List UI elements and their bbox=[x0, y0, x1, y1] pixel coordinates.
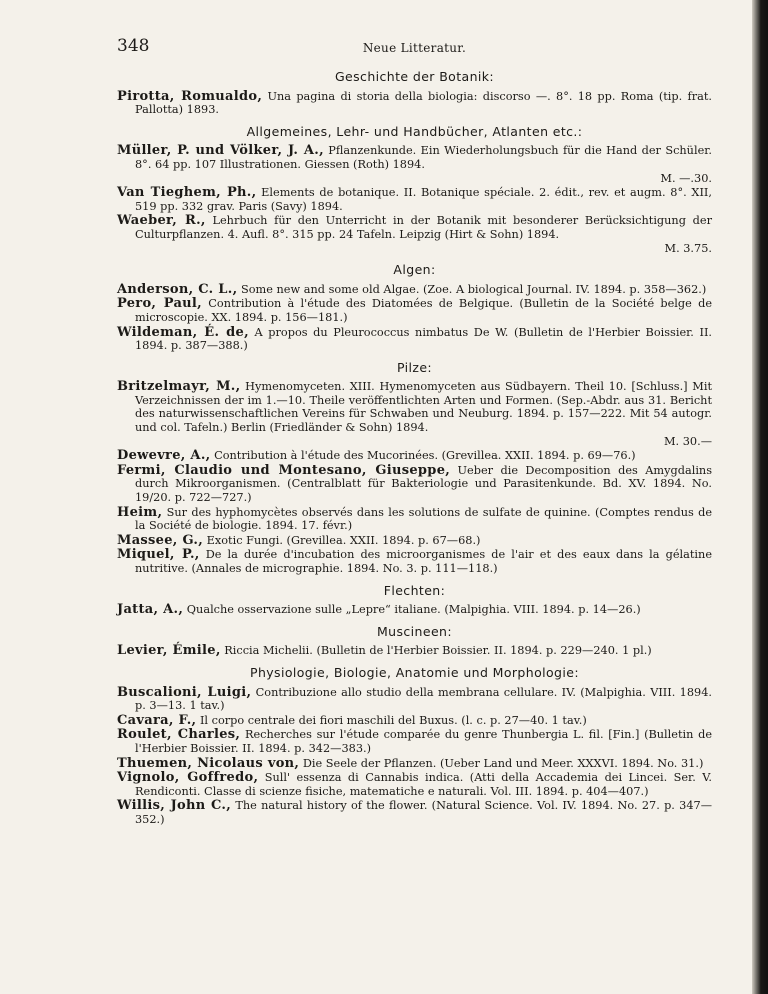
entry-text: A propos du Pleurococcus nimbatus De W. (Bulletin de l'Herbier Boissier. II. 1894. p. 387—388.) bbox=[135, 325, 712, 353]
entry-text: Sur des hyphomycètes observés dans les solutions de sulfate de quinine. (Comptes rendus de la Société de biologie. 1894. 17. févr.) bbox=[135, 505, 713, 533]
page-number: 348 bbox=[117, 36, 150, 56]
bibliography-entry bbox=[117, 686, 712, 713]
entry-author: Buscalioni, Luigi, bbox=[117, 684, 252, 700]
bibliography-entry bbox=[117, 534, 712, 548]
bibliography-entry bbox=[117, 603, 712, 617]
entry-author: Pero, Paul, bbox=[117, 296, 202, 312]
entry-author: Anderson, C. L., bbox=[117, 281, 238, 297]
entry-author: Massee, G., bbox=[117, 532, 204, 548]
entry-price: M. 3.75. bbox=[664, 241, 712, 255]
entry-author: Van Tieghem, Ph., bbox=[117, 185, 257, 201]
entry-author: Heim, bbox=[117, 504, 163, 520]
bibliography-entry bbox=[117, 771, 712, 798]
book-page bbox=[117, 36, 713, 828]
section-heading: Allgemeines, Lehr- und Handbücher, Atlanten etc.: bbox=[246, 123, 583, 139]
entry-author: Willis, John C., bbox=[117, 798, 232, 814]
bibliography-entry bbox=[117, 449, 712, 463]
bibliography-entry bbox=[117, 90, 712, 117]
bibliography-entry bbox=[117, 214, 712, 255]
bibliography-entry bbox=[117, 297, 712, 324]
section-heading: Muscineen: bbox=[376, 623, 452, 639]
bibliography-entry bbox=[117, 728, 712, 755]
entry-text: Pflanzenkunde. Ein Wiederholungsbuch für die Hand der Schüler. 8°. 64 pp. 107 Illustrationen. Giessen (Roth) 1894. bbox=[135, 144, 713, 171]
entry-price: M. —.30. bbox=[660, 171, 712, 185]
bibliography-entry bbox=[117, 380, 712, 448]
entry-author: Pirotta, Romualdo, bbox=[117, 88, 263, 104]
entry-author: Waeber, R., bbox=[117, 213, 206, 229]
bibliography-entry bbox=[117, 186, 712, 213]
entry-text: Sull' essenza di Cannabis indica. (Atti della Accademia dei Lincei. Ser. V. Rendiconti. Classe di scienze fisiche, matematiche e naturali. Vol. III. 1894. p. 404—407.) bbox=[135, 771, 712, 798]
entry-author: Miquel, P., bbox=[117, 547, 200, 563]
page-header bbox=[117, 36, 712, 62]
entry-text: Ueber die Decomposition des Amygdalins durch Mikroorganismen. (Centralblatt für Bakteriologie und Parasitenkunde. Bd. XV. 1894. No. 19/20. p. 722—727.) bbox=[135, 463, 713, 505]
entry-text: Lehrbuch für den Unterricht in der Botanik mit besonderer Berücksichtigung der Culturpflanzen. 4. Aufl. 8°. 315 pp. 24 Tafeln. Leipzig (Hirt & Sohn) 1894. bbox=[135, 214, 712, 241]
entry-text: Elements de botanique. II. Botanique spéciale. 2. édit., rev. et augm. 8°. XII, 519 pp. 332 grav. Paris (Savy) 1894. bbox=[135, 186, 712, 213]
entry-author: Thuemen, Nicolaus von, bbox=[117, 755, 300, 771]
bibliography-entry bbox=[117, 144, 712, 185]
entry-author: Müller, P. und Völker, J. A., bbox=[117, 143, 324, 159]
entry-text: Exotic Fungi. (Grevillea. XXII. 1894. p. 67—68.) bbox=[206, 533, 481, 547]
entry-text: Contribution à l'étude des Mucorinées. (Grevillea. XXII. 1894. p. 69—76.) bbox=[214, 449, 636, 463]
entry-author: Vignolo, Goffredo, bbox=[117, 770, 259, 786]
entry-author: Britzelmayr, M., bbox=[117, 379, 241, 395]
bibliography-entry bbox=[117, 548, 712, 575]
page-edge-shadow bbox=[752, 0, 768, 994]
bibliography-entry bbox=[117, 714, 712, 728]
bibliography-entry bbox=[117, 506, 712, 533]
entry-author: Roulet, Charles, bbox=[117, 727, 241, 743]
entry-text: Una pagina di storia della biologia: discorso —. 8°. 18 pp. Roma (tip. frat. Pallotta) 1893. bbox=[135, 89, 712, 117]
entry-author: Wildeman, É. de, bbox=[117, 324, 249, 340]
entry-author: Jatta, A., bbox=[117, 602, 184, 618]
entry-author: Dewevre, A., bbox=[117, 448, 211, 464]
entry-price: M. 30.— bbox=[663, 434, 712, 448]
entry-text: De la durée d'incubation des microorganismes de l'air et des eaux dans la gélatine nutritive. (Annales de micrographie. 1894. No. 3. p. 111—118.) bbox=[135, 548, 713, 575]
entry-text: The natural history of the flower. (Natural Science. Vol. IV. 1894. No. 27. p. 347—352.) bbox=[135, 799, 713, 826]
entry-author: Levier, Émile, bbox=[117, 643, 221, 659]
entry-text: Riccia Michelii. (Bulletin de l'Herbier Boissier. II. 1894. p. 229—240. 1 pl.) bbox=[224, 644, 652, 658]
bibliography-entry bbox=[117, 644, 712, 658]
entry-text: Il corpo centrale dei fiori maschili del Buxus. (l. c. p. 27—40. 1 tav.) bbox=[199, 713, 587, 727]
bibliography-content bbox=[117, 70, 712, 827]
section-heading: Flechten: bbox=[383, 582, 446, 598]
entry-author: Cavara, F., bbox=[117, 712, 197, 728]
bibliography-entry bbox=[117, 326, 712, 353]
entry-text: Qualche osservazione sulle „Lepre“ italiane. (Malpighia. VIII. 1894. p. 14—26.) bbox=[186, 603, 641, 617]
entry-author: Fermi, Claudio und Montesano, Giuseppe, bbox=[117, 462, 451, 478]
entry-text: Contribution à l'étude des Diatomées de Belgique. (Bulletin de la Société belge de microscopie. XX. 1894. p. 156—181.) bbox=[135, 297, 712, 324]
section-heading: Pilze: bbox=[396, 359, 433, 375]
entry-text: Hymenomyceten. XIII. Hymenomyceten aus Südbayern. Theil 10. [Schluss.] Mit Verzeichnissen der im 1.—10. Theile veröffentlichten Arten und Formen. (Sep.-Abdr. aus 31. Bericht des naturwissenschaftlichen Vereins für Schwaben und Neuburg. 1894. p. 157—222. Mit 54 autogr. und col. Tafeln.) Berlin (Friedländer & Sohn) 1894. bbox=[135, 380, 713, 435]
bibliography-entry bbox=[117, 283, 712, 297]
bibliography-entry bbox=[117, 799, 712, 826]
entry-text: Die Seele der Pflanzen. (Ueber Land und Meer. XXXVI. 1894. No. 31.) bbox=[302, 756, 704, 770]
section-heading: Algen: bbox=[393, 262, 436, 278]
entry-text: Contribuzione allo studio della membrana cellulare. IV. (Malpighia. VIII. 1894. p. 3—13. 1 tav.) bbox=[135, 685, 712, 713]
entry-text: Recherches sur l'étude comparée du genre Thunbergia L. fil. [Fin.] (Bulletin de l'Herbier Boissier. II. 1894. p. 342—383.) bbox=[135, 728, 713, 755]
bibliography-entry bbox=[117, 757, 712, 771]
entry-text: Some new and some old Algae. (Zoe. A biological Journal. IV. 1894. p. 358—362.) bbox=[241, 282, 707, 296]
section-heading: Geschichte der Botanik: bbox=[334, 69, 495, 84]
bibliography-entry bbox=[117, 464, 712, 505]
section-heading: Physiologie, Biologie, Anatomie und Morphologie: bbox=[250, 664, 579, 680]
running-title: Neue Litteratur. bbox=[362, 41, 467, 55]
